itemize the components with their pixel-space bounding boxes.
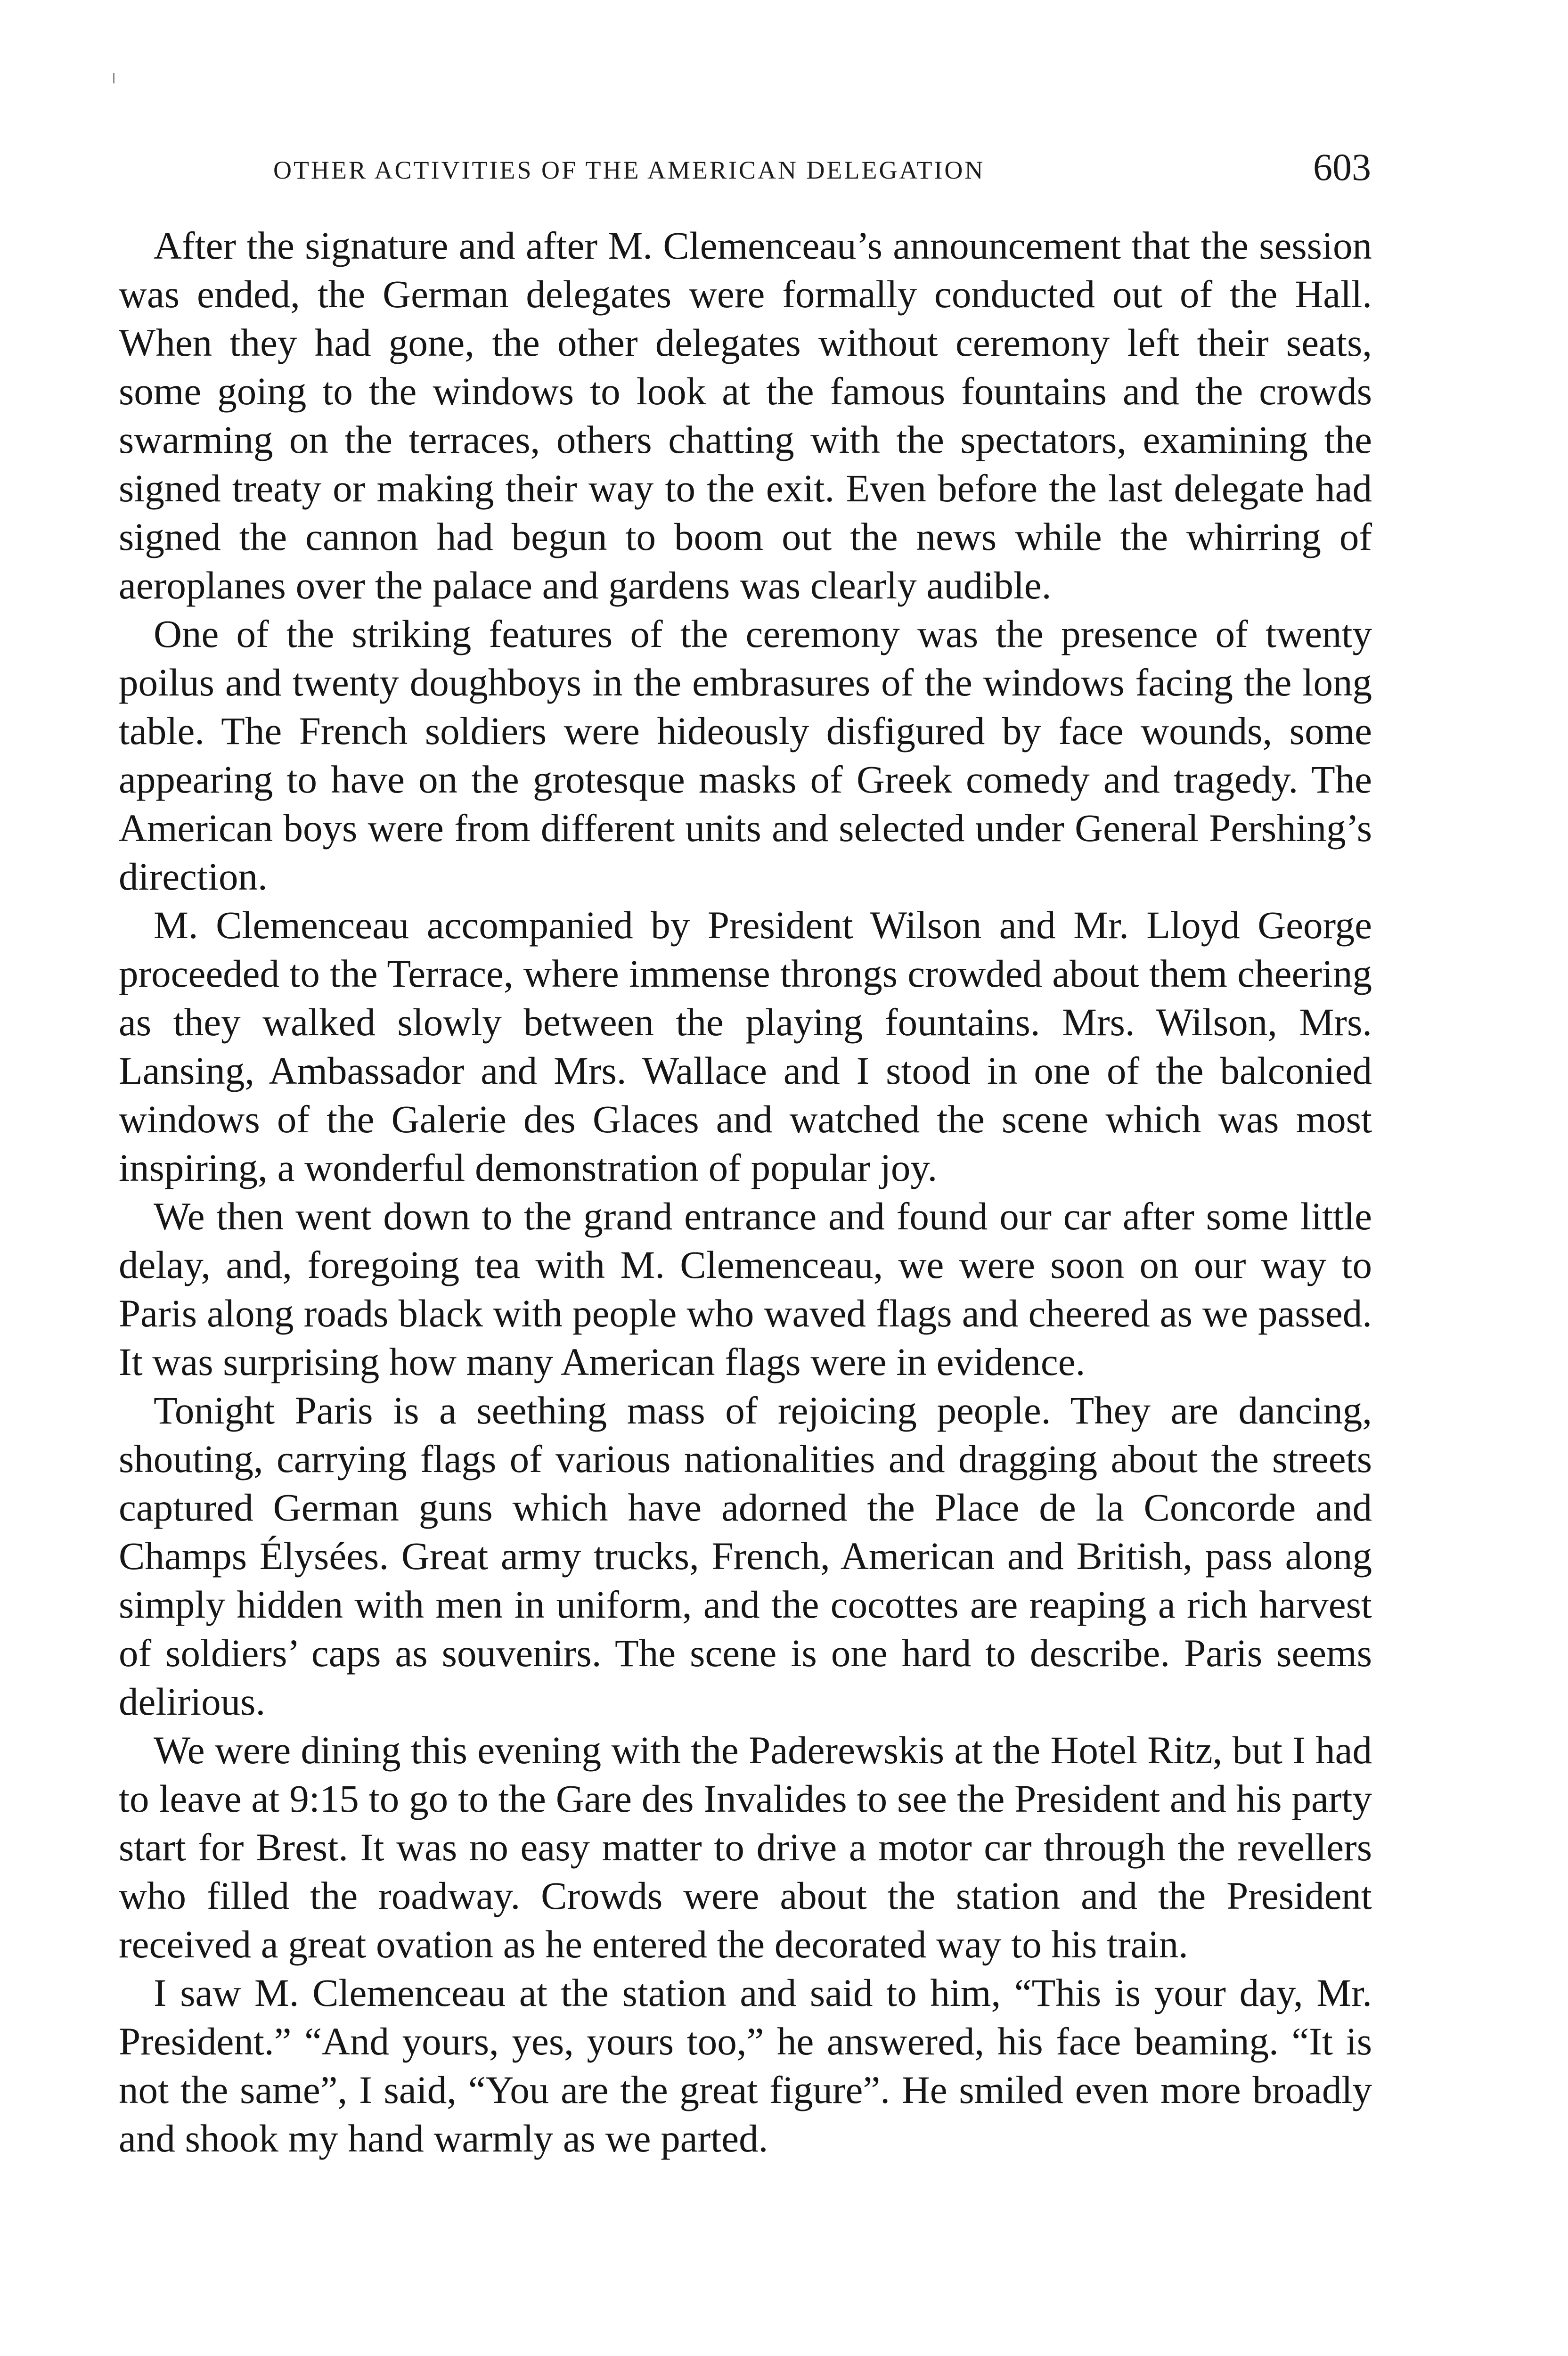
paragraph-3: M. Clemenceau accompanied by President Wilson and Mr. Lloyd George proceeded to the Terrace, where immense throngs crowded about them cheering as they walked slowly between the playing fountains. Mrs. Wilson, Mrs. Lansing, Ambassador and Mrs. Wallace and I stood in one of the balconied windows of the Galerie des Glaces and watched the scene which was most inspiring, a wonderful demonstration of popular joy.	[119, 903, 1372, 1189]
scan-mark-top	[113, 73, 114, 83]
paragraph-6: We were dining this evening with the Paderewskis at the Hotel Ritz, but I had to leave at 9:15 to go to the Gare des Invalides to see the President and his party start for Brest. It was no easy matter to drive a motor car through the revellers who filled the roadway. Crowds were about the station and the President received a great ovation as he entered the decorated way to his train.	[119, 1728, 1372, 1966]
paragraph-5: Tonight Paris is a seething mass of rejoicing people. They are dancing, shouting, carrying flags of various nationalities and dragging about the streets captured German guns which have adorned the Place de la Concorde and Champs Élysées. Great army trucks, French, American and British, pass along simply hidden with men in uniform, and the cocottes are reaping a rich harvest of soldiers’ caps as souvenirs. The scene is one hard to describe. Paris seems delirious.	[119, 1389, 1372, 1723]
running-title: OTHER ACTIVITIES OF THE AMERICAN DELEGATION	[273, 156, 985, 184]
page-number: 603	[1313, 146, 1371, 188]
running-head	[122, 141, 1371, 198]
paragraph-7: I saw M. Clemenceau at the station and said to him, “This is your day, Mr. President.” “And yours, yes, yours too,” he answered, his face beaming. “It is not the same”, I said, “You are the great figure”. He smiled even more broadly and shook my hand warmly as we parted.	[119, 1971, 1372, 2160]
paragraph-2: One of the striking features of the ceremony was the presence of twenty poilus and twenty doughboys in the embrasures of the windows facing the long table. The French soldiers were hideously disfigured by face wounds, some appearing to have on the grotesque masks of Greek comedy and tragedy. The American boys were from different units and selected under General Pershing’s direction.	[119, 612, 1372, 898]
paragraph-4: We then went down to the grand entrance and found our car after some little delay, and, foregoing tea with M. Clemenceau, we were soon on our way to Paris along roads black with people who waved flags and cheered as we passed. It was surprising how many American flags were in evidence.	[119, 1194, 1372, 1383]
paragraph-1: After the signature and after M. Clemenceau’s announcement that the session was ended, the German delegates were formally conducted out of the Hall. When they had gone, the other delegates without ceremony left their seats, some going to the windows to look at the famous fountains and the crowds swarming on the terraces, others chatting with the spectators, examining the signed treaty or making their way to the exit. Even before the last delegate had signed the cannon had begun to boom out the news while the whirring of aeroplanes over the palace and gardens was clearly audible.	[119, 224, 1372, 607]
body-text	[119, 221, 1372, 2163]
